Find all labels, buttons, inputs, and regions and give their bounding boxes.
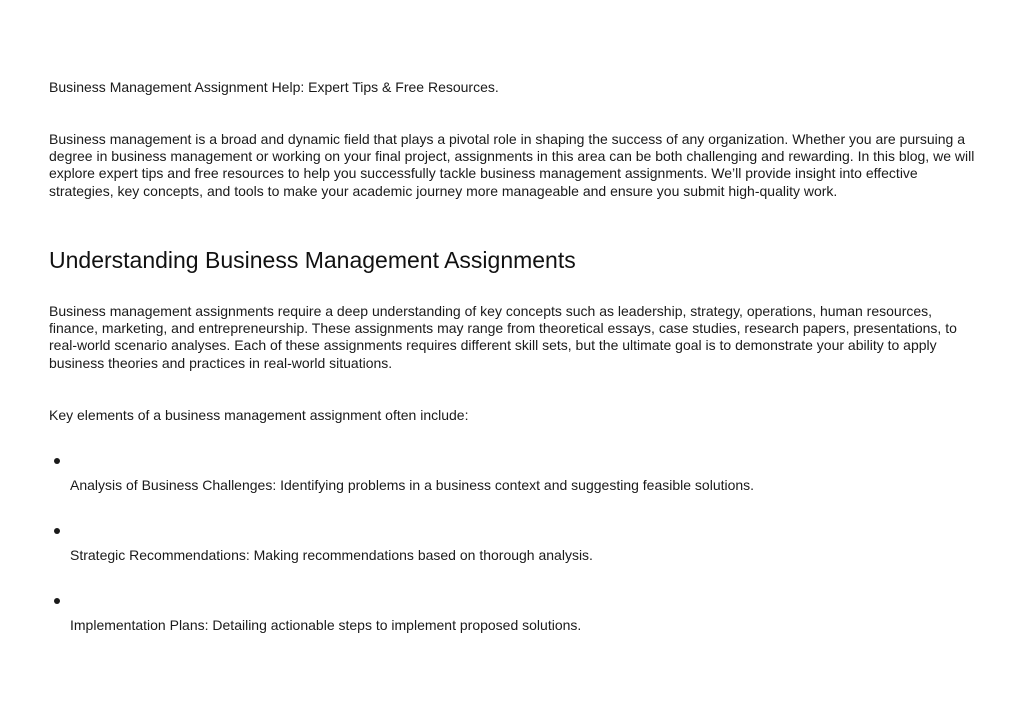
key-elements-intro: Key elements of a business management assignment often include: xyxy=(49,407,469,423)
document-title: Business Management Assignment Help: Expert Tips & Free Resources. xyxy=(49,79,499,95)
bullet-icon xyxy=(54,528,60,534)
key-elements-list xyxy=(49,452,979,662)
list-item-text: Implementation Plans: Detailing actionable steps to implement proposed solutions. xyxy=(70,617,582,633)
list-item-text: Strategic Recommendations: Making recommendations based on thorough analysis. xyxy=(70,547,593,563)
list-item-text: Analysis of Business Challenges: Identifying problems in a business context and suggesting feasible solutions. xyxy=(70,477,755,493)
list-item xyxy=(49,522,979,592)
bullet-icon xyxy=(54,598,60,604)
bullet-icon xyxy=(54,458,60,464)
list-item xyxy=(49,592,979,662)
section-heading: Understanding Business Management Assignments xyxy=(49,247,576,273)
section-paragraph: Business management assignments require a deep understanding of key concepts such as leadership, strategy, operations, human resources, finance, marketing, and entrepreneurship. These assignments may range from theoretical essays, case studies, research papers, presentations, to real-world scenario analyses. Each of these assignments requires different skill sets, but the ultimate goal is to demonstrate your ability to apply business theories and practices in real-world situations. xyxy=(49,303,957,371)
list-item xyxy=(49,452,979,522)
intro-paragraph: Business management is a broad and dynamic field that plays a pivotal role in shaping the success of any organization. Whether you are pursuing a degree in business management or working on your final project, assignments in this area can be both challenging and rewarding. In this blog, we will explore expert tips and free resources to help you successfully tackle business management assignments. We’ll provide insight into effective strategies, key concepts, and tools to make your academic journey more manageable and ensure you submit high-quality work. xyxy=(49,131,975,199)
